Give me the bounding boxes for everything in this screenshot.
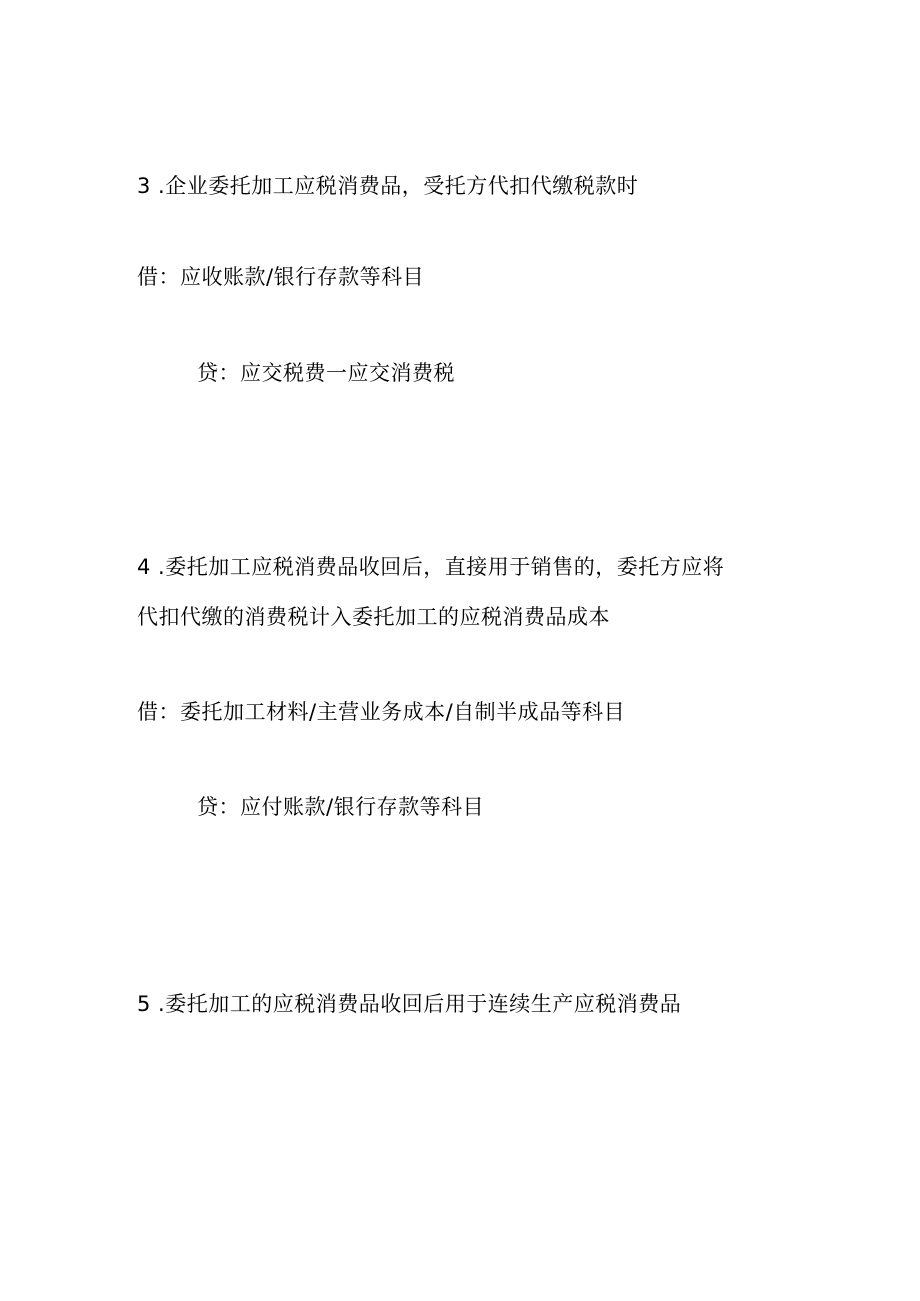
section-3-heading: 3 .企业委托加工应税消费品，受托方代扣代缴税款时: [137, 174, 639, 198]
section-5-heading: 5 .委托加工的应税消费品收回后用于连续生产应税消费品: [137, 992, 682, 1016]
section-4-debit-entry: 借：委托加工材料/主营业务成本/自制半成品等科目: [137, 700, 626, 724]
section-4-heading-line-1: 4 .委托加工应税消费品收回后，直接用于销售的，委托方应将: [137, 555, 725, 579]
section-3-debit-entry: 借：应收账款/银行存款等科目: [137, 265, 425, 289]
section-4-heading-line-2: 代扣代缴的消费税计入委托加工的应税消费品成本: [137, 605, 610, 629]
section-3-credit-entry: 贷：应交税费一应交消费税: [197, 361, 455, 385]
section-4-credit-entry: 贷：应付账款/银行存款等科目: [197, 795, 485, 819]
